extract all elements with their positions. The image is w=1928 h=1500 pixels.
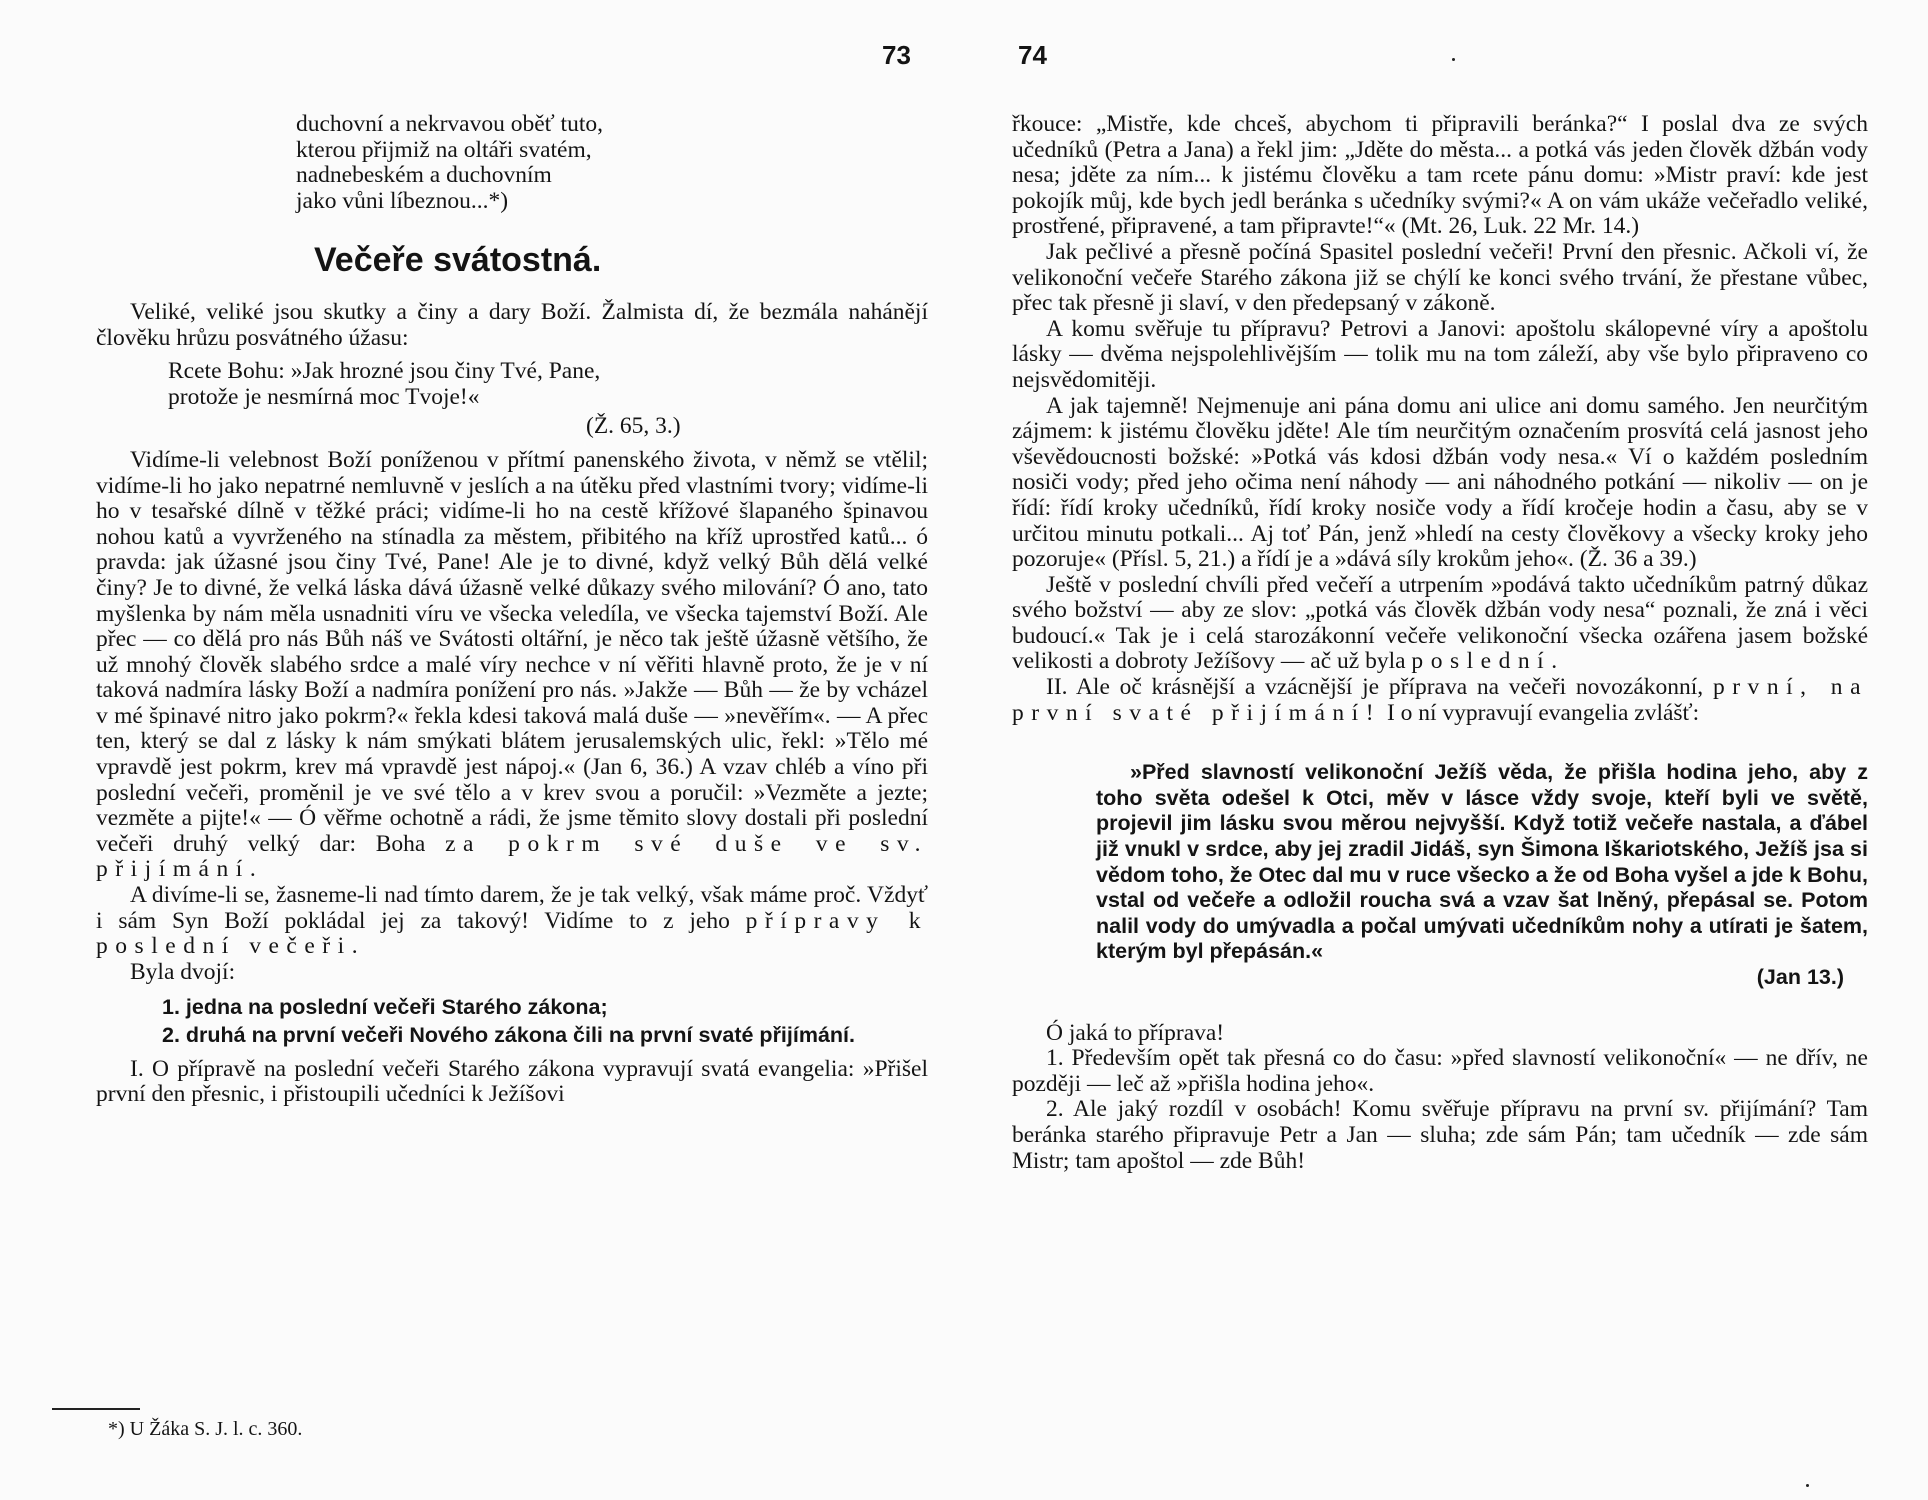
spaced-emphasis: první, na první svaté přijímání! [1012,674,1869,726]
paragraph: řkouce: „Mistře, kde chceš, abychom ti připravili beránka?“ I poslal dva ze svých učedníků (Petra a Jana) a řekl jim: „Jděte do města... a potká vás jeden člověk džbán vody nesa; jděte za ním... k jistému člověku a tam rcete pánu domu: »Mistr praví: kde jest pokojík můj, kde bych jedl beránka s učedníky svými?« A on vám ukáže večeřadlo veliké, prostřené, připravené, a tam připravte!“« (Mt. 26, Luk. 22 Mr. 14.) [1012,111,1868,240]
paragraph: 2. Ale jaký rozdíl v osobách! Komu svěřuje přípravu na první sv. přijímání? Tam beránka starého připravuje Petr a Jan — sluha; zde sám Pán; tam učedník — zde sám Mistr; tam apoštol — zde Bůh! [1012,1096,1868,1174]
spaced-emphasis: za pokrm své duše ve sv. přijímání. [96,830,929,883]
paragraph-text: A divíme-li se, žasneme-li nad tímto darem, že je tak velký, však máme proč. Vždyť i sám Syn Boží pokládal jej za takový! Vidíme to z jeho [96,882,928,934]
page-number-right: 74 [1018,40,1047,70]
print-speck [1452,58,1455,61]
chapter-heading: Večeře svátostná. [314,241,602,280]
paragraph [96,448,928,883]
poem-verse [96,112,928,214]
paragraph: 1. Především opět tak přesná co do času: »před slavností velikonoční« — ne dřív, ne později — leč až »přišla hodina jeho«. [1012,1045,1868,1097]
paragraph: Ó jaká to příprava! [1046,1019,1225,1046]
footnote-divider [52,1408,140,1410]
paragraph: I. O přípravě na poslední večeři Starého zákona vypravují svatá evangelia: »Přišel první den přesnic, i přistoupili učedníci k Ježíšovi [96,1055,928,1108]
psalm-reference: (Ž. 65, 3.) [586,413,681,440]
list-item: 2. druhá na první večeři Nového zákona čili na první svaté přijímání. [162,1023,856,1047]
paragraph [1012,573,1868,675]
psalm-line: Rcete Bohu: »Jak hrozné jsou činy Tvé, Pane, [168,358,601,385]
paragraph: Byla dvojí: [130,958,236,985]
paragraph-text: Vidíme-li velebnost Boží poníženou v přítmí panenského života, v němž se vtělil; vidíme-li ho jako nepatrné nemluvně v jeslích a na útěku před vlastními tvory; vidíme-li ho v tesařské dílně v těžké práci; vidíme-li ho na cestě křížové šlapaného špinavou nohou katů a vyvrženého na stínadla za městem, přibitého na kříž uprostřed katů... ó pravda: jak úžasné jsou činy Tvé, Pane! Ale je to divné, když velký Bůh dělá velké činy? Je to divné, že velká láska dává úžasně velké důkazy svého milování? Ó ano, tato myšlenka by nám měla usnadniti víru ve všecka veledíla, ve všecka tajemství Boží. Ale přec — co dělá pro nás Bůh náš ve Svátosti oltářní, je něco tak ještě úžasně většího, že už mnohý člověk slabého srdce a malé víry nechce v ní věřiti hlavně proto, že je v ní taková nadmíra lásky Boží a nadmíra ponížení pro nás. »Jakže — Bůh — že by vcházel v mé špinavé nitro jako pokrm?« řekla kdesi taková malá duše — »nevěřím«. — A přec ten, který se dal z lásky k nám smýkati blátem jerusalemských ulic, řekl: »Tělo mé vpravdě jest pokrm, krev má vpravdě jest nápoj.« (Jan 6, 36.) A vzav chléb a víno při poslední večeři, proměnil je ve své tělo a v krev svou a poručil: »Vezměte a jezte; vezměte a pijte!« — Ó věřme ochotně a rádi, že jsme těmito slovy dostali při poslední večeři druhý velký dar: [96,446,928,857]
ordered-list [96,995,928,1048]
paragraph: A jak tajemně! Nejmenuje ani pána domu ani ulice ani domu samého. Jen neurčitým zájmem: k jistému člověku jděte! Ale tím neurčitým označením prosvítá celá jasnost jeho vševědoucnosti božské: »Potká vás kdosi džbán vody nesa.« Ví o každém posledním nosiči vody; před jeho očima není náhody — ani náhodného potkání — nikoliv — on je řídí: řídí kroky učedníků, řídí kroky nosiče vody a řídí kročeje hodin a času, aby se v určitou minutu potkali... Aj toť Pán, jenž »hledí na cesty člověkovy a všecky kroky jeho pozoruje« (Přísl. 5, 21.) a řídí je a »dává síly krokům jeho«. (Ž. 36 a 39.) [1012,392,1868,573]
verse-line: jako vůni líbeznou...*) [296,187,509,214]
gospel-quote [1012,760,1868,990]
quote-reference: (Jan 13.) [1756,965,1844,989]
psalm-line: protože je nesmírná moc Tvoje!« [168,383,480,410]
footnote: *) U Žáka S. J. l. c. 360. [108,1418,303,1440]
verse-line: nadnebeském a duchovním [296,162,552,189]
paragraph-text: Boha [375,830,426,857]
left-page-text [96,112,928,1108]
spaced-emphasis: přípravy k poslední večeři. [96,907,929,960]
paragraph-text: Ještě v poslední chvíli před večeří a utrpením »podává takto učedníkům patrný důkaz svého božství — aby ze slov: „potká vás člověk džbán vody nesa“ poznali, že zná i věci budoucí.« Tak je i celá starozákonní večeře velikonoční všecka ozářena jasem božské velikosti a dobroty Ježíšovy — ač už byla [1012,571,1868,675]
quote-text: »Před slavností velikonoční Ježíš věda, že přišla hodina jeho, aby z toho světa odešel k Otci, měv v lásce vždy svoje, kteří byli ve světě, projevil jim lásku svou měrou nejvyšší. Když totiž večeře nastala, a ďábel již vnukl v srdce, aby jej zradil Jidáš, syn Šimona Iškariotského, Ježíš jsa si vědom toho, že Otec dal mu v ruce všecko a že od Boha vyšel a jde k Bohu, vstal od večeře a odložil roucha svá a vzav šat lněný, přepásal se. Potom nalil vody do umývadla a počal umývati učedníkům nohy a utírati je šatem, kterým byl přepásán.« [1096,760,1868,964]
spaced-emphasis: poslední. [1411,648,1565,675]
paragraph: A komu svěřuje tu přípravu? Petrovi a Janovi: apoštolu skálopevné víry a apoštolu lásky — dvěma nejspolehlivějším — tolik mu na tom záleží, aby vše bylo připraveno co nejsvědomitěji. [1012,315,1868,393]
verse-line: kterou přijmiž na oltáři svatém, [296,136,592,163]
right-page [964,0,1928,1500]
paragraph-text: II. Ale oč krásnější a vzácnější je příprava na večeři novozákonní, [1046,674,1704,701]
paragraph: Jak pečlivé a přesně počíná Spasitel poslední večeři! První den přesnic. Ačkoli ví, že velikonoční večeře Starého zákona již se chýlí ke konci svého trvání, že přestane vůbec, přec tak přesně ji slaví, v den předepsaný v zákoně. [1012,238,1868,317]
paragraph: Veliké, veliké jsou skutky a činy a dary Boží. Žalmista dí, že bezmála nahánějí člověku hrůzu posvátného úžasu: [96,298,928,351]
psalm-quote [96,359,928,410]
paragraph [1012,675,1868,726]
page-number-left: 73 [882,40,911,70]
list-item: 1. jedna na poslední večeři Starého zákona; [162,995,608,1020]
paragraph [96,883,928,960]
paragraph-text: I o ní vypravují evangelia zvlášť: [1386,699,1700,726]
print-speck [1806,1484,1809,1487]
right-page-text [1012,112,1868,1174]
verse-line: duchovní a nekrvavou oběť tuto, [296,111,603,137]
